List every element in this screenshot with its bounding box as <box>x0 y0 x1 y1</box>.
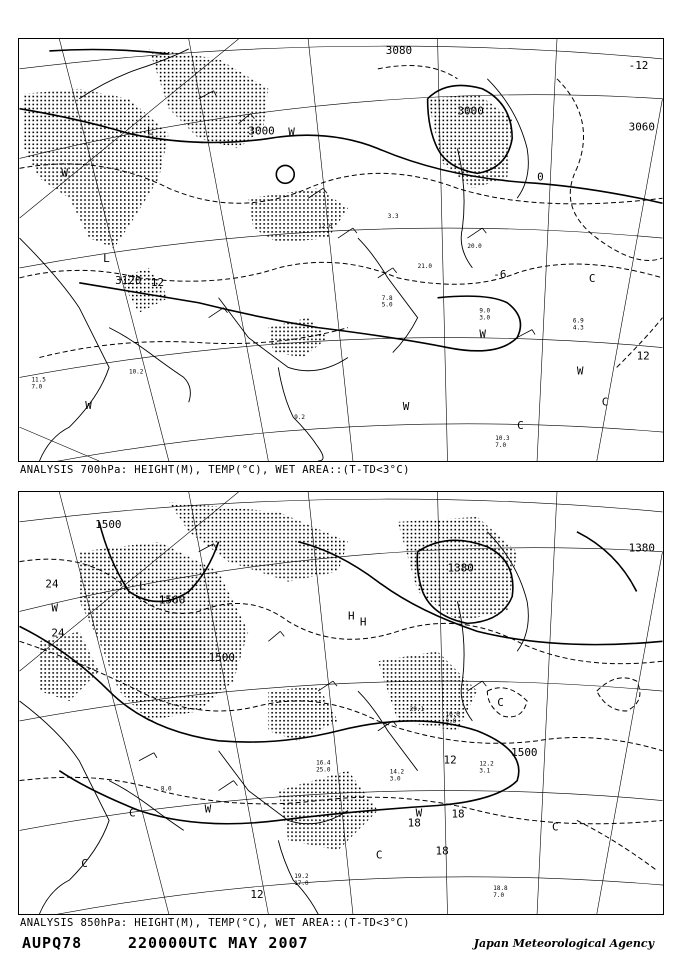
center-c-2: C <box>81 857 88 871</box>
height-label-1560: 1560 <box>158 593 186 607</box>
station-value: 21.0 <box>417 262 433 270</box>
height-label-3000: 3000 <box>248 124 275 138</box>
station-value: 3.0 <box>389 775 401 783</box>
station-value: 20.0 <box>467 243 482 251</box>
center-w-4: W <box>402 400 410 414</box>
center-l-1: L <box>146 124 154 138</box>
center-c-4: C <box>375 848 383 862</box>
station-value: 17.0 <box>294 880 309 888</box>
station-value: 16.4 <box>316 759 331 767</box>
center-w-3: W <box>85 399 92 413</box>
station-value: 9.0 <box>445 717 457 725</box>
station-value: 7.0 <box>493 892 505 900</box>
agency-credit: Japan Meteorological Agency <box>473 937 654 950</box>
station-value: 12.0 <box>318 223 333 231</box>
center-w-1: W <box>288 125 295 139</box>
station-value: 3.0 <box>479 314 491 322</box>
map-700hpa-svg <box>19 39 663 461</box>
center-w-2: W <box>415 806 423 820</box>
caption-700hpa: ANALYSIS 700hPa: HEIGHT(M), TEMP(°C), WET AREA::(T-TD<3°C) <box>20 464 410 476</box>
station-value: 7.0 <box>31 383 43 391</box>
center-l-2: L <box>103 251 110 265</box>
temp-label-12: 12 <box>443 753 457 767</box>
temp-label-0: 0 <box>537 170 544 184</box>
station-value: 4.3 <box>572 324 584 332</box>
temp-label-24: 24 <box>45 577 59 591</box>
center-c-1: C <box>588 271 596 285</box>
station-value: 6.9 <box>572 317 584 325</box>
station-value: 11.5 <box>31 376 46 384</box>
station-value: 7.8 <box>381 294 393 302</box>
center-c-3: C <box>129 806 136 820</box>
map-panel-850hpa <box>18 491 664 915</box>
chart-id: AUPQ78 <box>22 934 83 952</box>
map-panel-700hpa <box>18 38 664 462</box>
height-label-3120: 3120 <box>115 273 142 287</box>
station-value: 19.2 <box>294 873 309 881</box>
center-h-2: H <box>347 609 355 623</box>
height-label-1500c: 1500 <box>208 651 235 665</box>
height-label-1380b: 1380 <box>628 541 655 555</box>
station-value: 8.0 <box>160 785 172 793</box>
station-value: 3.1 <box>479 767 491 775</box>
center-w-3: W <box>204 802 212 816</box>
center-w-5: W <box>576 364 584 378</box>
station-value: 25.0 <box>316 766 331 774</box>
center-c-2: C <box>601 395 609 409</box>
station-value: 5.0 <box>381 301 393 309</box>
station-value: 9.0 <box>479 307 491 315</box>
temp-label-neg12: -12 <box>628 58 649 72</box>
station-value: 3.3 <box>387 213 399 221</box>
center-c-5: C <box>552 820 559 834</box>
temp-label-24b: 24 <box>51 626 65 640</box>
center-l-1: L <box>138 579 146 593</box>
station-value: 16.0 <box>445 710 460 718</box>
station-value: 14.2 <box>389 768 405 776</box>
center-w-1: W <box>51 601 58 615</box>
caption-850hpa: ANALYSIS 850hPa: HEIGHT(M), TEMP(°C), WET AREA::(T-TD<3°C) <box>20 917 410 929</box>
station-value: 10.2 <box>129 368 144 376</box>
center-w-6: W <box>479 327 486 341</box>
center-c-3: C <box>517 419 524 433</box>
height-label-3000b: 3000 <box>457 104 484 118</box>
center-w-2: W <box>61 166 68 180</box>
issue-time: 220000UTC MAY 2007 <box>128 934 309 952</box>
height-label-1500: 1500 <box>95 517 122 531</box>
station-value: 18.8 <box>493 885 508 893</box>
height-label-1500b: 1500 <box>511 745 538 759</box>
temp-label-12: 12 <box>150 275 165 289</box>
station-value: 12.2 <box>479 760 494 768</box>
station-value: 9.2 <box>294 414 306 422</box>
height-label-3080: 3080 <box>385 43 413 57</box>
temp-label-18: 18 <box>407 816 421 830</box>
temp-label-neg6: -6 <box>493 267 507 281</box>
station-value: 29.1 <box>409 705 425 713</box>
map-850hpa-svg <box>19 492 663 914</box>
station-value: 10.3 <box>495 435 510 443</box>
temp-label-18c: 18 <box>451 807 465 821</box>
height-label-3060: 3060 <box>628 120 655 134</box>
temp-label-18b: 18 <box>435 844 449 858</box>
center-c-1: C <box>497 695 504 709</box>
temp-label-12b: 12 <box>250 888 264 902</box>
station-value: 7.0 <box>495 442 507 450</box>
height-label-1380: 1380 <box>447 561 474 575</box>
center-h-1: H <box>359 615 367 629</box>
temp-label-12b: 12 <box>636 349 650 363</box>
